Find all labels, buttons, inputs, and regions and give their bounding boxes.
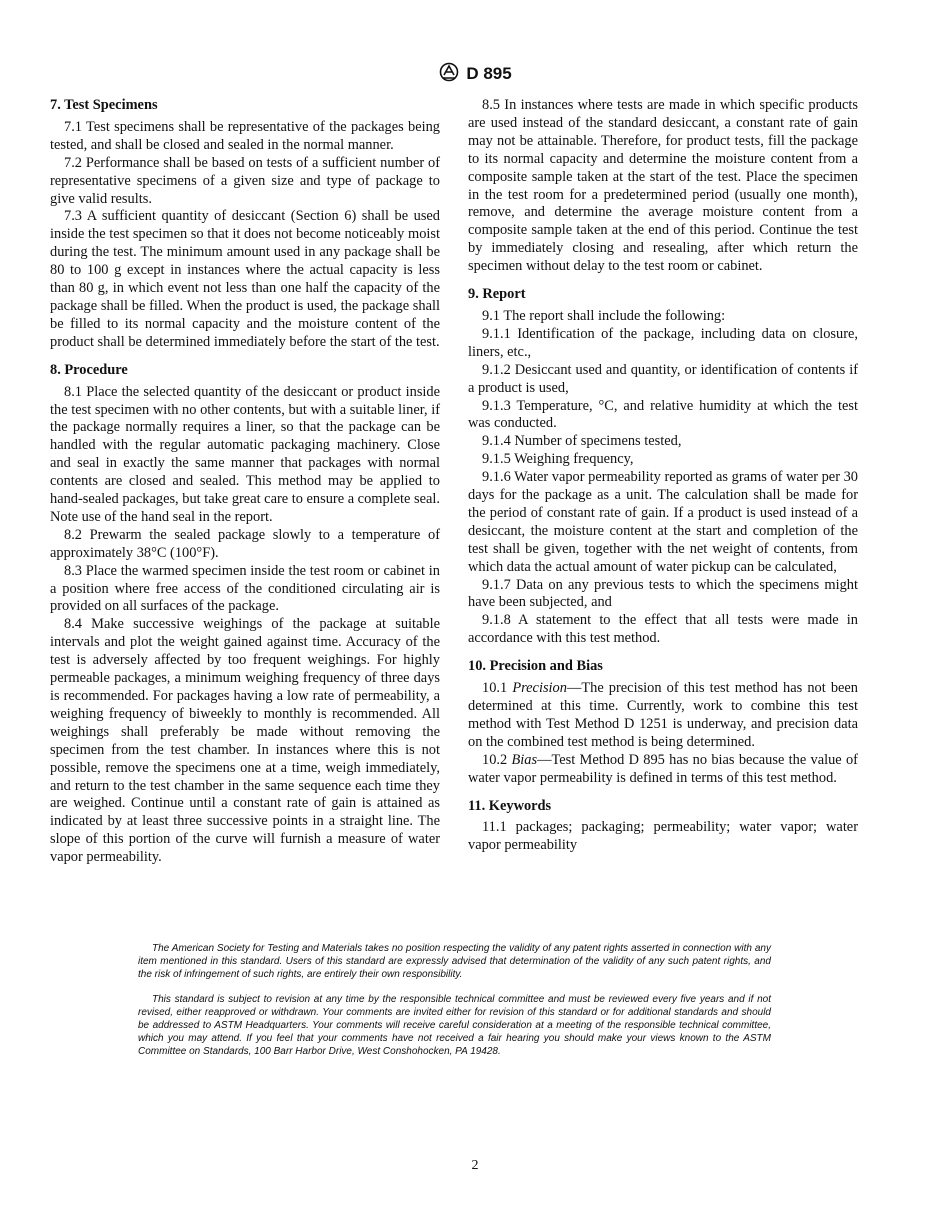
paragraph-7-1: 7.1 Test specimens shall be representative of the packages being tested, and shall be closed and sealed in the normal manner. [50, 118, 440, 153]
paragraph-8-1: 8.1 Place the selected quantity of the desiccant or product inside the test specimen with no other contents, but with a suitable liner, if the package normally requires a liner, so that the package can be handled with the regular automatic packaging machinery. Close and seal in exactly the same manner that packages with normal contents are closed and sealed. This method may be applied to hand-sealed packages, but take great care to ensure a complete seal. Note use of the hand seal in the report. [50, 383, 440, 525]
paragraph-8-2: 8.2 Prewarm the sealed package slowly to a temperature of approximately 38°C (100°F). [50, 526, 440, 561]
paragraph-10-2 [468, 752, 858, 788]
precision-term: Precision [512, 680, 567, 697]
section-7-heading: 7. Test Specimens [50, 97, 158, 113]
left-column [50, 97, 440, 867]
paragraph-8-5: 8.5 In instances where tests are made in which specific products are used instead of the standard desiccant, a constant rate of gain may not be attainable. Therefore, for product tests, fill the package to its normal capacity and determine the moisture content from a composite sample taken at the start of the test. Place the specimen in the test room for a predetermined period (usually one month), remove, and determine the average moisture content from a composite sample taken at the end of this period. Continue the test by immediately closing and resealing, after which return the specimen without delay to the test room or cabinet. [468, 97, 858, 275]
astm-logo-icon [438, 62, 460, 82]
paragraph-9-1-4: 9.1.4 Number of specimens tested, [482, 433, 682, 450]
paragraph-10-1-number: 10.1 [482, 680, 508, 697]
paragraph-10-2-text: —Test Method D 895 has no bias because the value of water vapor permeability is defined in terms of this test method. [468, 751, 858, 786]
paragraph-8-4: 8.4 Make successive weighings of the package at suitable intervals and plot the weight gained against time. Accuracy of the test is adversely affected by too frequent weighings. For highly permeable packages, a minimum weighing frequency of three days is recommended. For packages having a low rate of permeability, a weighing frequency of biweekly to monthly is recommended. All weighings shall preferably be made without removing the specimen from the test chamber. In instances where this is not possible, remove the specimens one at a time, weigh immediately, and return to the test chamber in the same sequence each time they are weighed. Continue until a constant rate of gain is attained as indicated by at least three successive points in a straight line. The slope of this portion of the curve will furnish a measure of water vapor permeability. [50, 616, 440, 866]
paragraph-7-3: 7.3 A sufficient quantity of desiccant (Section 6) shall be used inside the test specimen so that it does not become noticeably moist during the test. The minimum amount used in any package shall be 80 to 100 g except in instances where the actual capacity is less than 80 g, in which event not less than one half the capacity of the package shall be filled. When the product is used, the package shall be filled to its normal capacity and the moisture content of the product shall be determined immediately before the start of the test. [50, 208, 440, 350]
paragraph-10-1-text: —The precision of this test method has not been determined at this time. Currently, work to combine this test method with Test Method D 1251 is underway, and precision data on the combined test method is being determined. [468, 680, 858, 750]
section-11-heading: 11. Keywords [468, 797, 552, 814]
paragraph-10-1 [468, 680, 858, 752]
page-number: 2 [471, 1158, 479, 1173]
paragraph-9-1-6: 9.1.6 Water vapor permeability reported as grams of water per 30 days for the package as a unit. The calculation shall be made for the period of constant rate of gain. If a product is used instead of a desiccant, the moisture content at the start and completion of the test shall be given, together with the net weight of contents, from which data the actual amount of water pickup can be calculated, [468, 469, 858, 575]
paragraph-8-3: 8.3 Place the warmed specimen inside the test room or cabinet in a position where free access of the conditioned circulating air is provided on all surfaces of the package. [50, 562, 440, 615]
section-9-heading: 9. Report [468, 286, 526, 303]
paragraph-9-1-7: 9.1.7 Data on any previous tests to which the specimens might have been subjected, and [468, 576, 858, 611]
document-designation: D 895 [466, 64, 512, 83]
paragraph-11-1: 11.1 packages; packaging; permeability; water vapor; water vapor permeability [468, 819, 858, 854]
paragraph-9-1-1: 9.1.1 Identification of the package, including data on closure, liners, etc., [468, 325, 858, 360]
section-8-heading: 8. Procedure [50, 361, 128, 378]
footer-notice [138, 942, 771, 1070]
paragraph-7-2: 7.2 Performance shall be based on tests of a sufficient number of representative specimens of a given size and type of package to give valid results. [50, 154, 440, 207]
paragraph-9-1-8: 9.1.8 A statement to the effect that all tests were made in accordance with this test method. [468, 612, 858, 647]
patent-notice: The American Society for Testing and Materials takes no position respecting the validity of any patent rights asserted in connection with any item mentioned in this standard. Users of this standard are expressly advised that determination of the validity of any such patent rights, and the risk of infringement of such rights, are entirely their own responsibility. [138, 943, 771, 980]
right-column [468, 97, 858, 855]
bias-term: Bias [511, 751, 538, 768]
paragraph-10-2-number: 10.2 [482, 751, 508, 768]
paragraph-9-1-3: 9.1.3 Temperature, °C, and relative humidity at which the test was conducted. [468, 397, 858, 432]
section-10-heading: 10. Precision and Bias [468, 658, 603, 675]
page-header [0, 62, 950, 86]
revision-notice: This standard is subject to revision at any time by the responsible technical committee and must be reviewed every five years and if not revised, either reapproved or withdrawn. Your comments are invited either for revision of this standard or for additional standards and should be addressed to ASTM Headquarters. Your comments will receive careful consideration at a meeting of the responsible technical committee, which you may attend. If you feel that your comments have not received a fair hearing you should make your views known to the ASTM Committee on Standards, 100 Barr Harbor Drive, West Conshohocken, PA 19428. [138, 994, 771, 1057]
paragraph-9-1: 9.1 The report shall include the following: [482, 307, 726, 324]
paragraph-9-1-2: 9.1.2 Desiccant used and quantity, or identification of contents if a product is used, [468, 361, 858, 396]
paragraph-9-1-5: 9.1.5 Weighing frequency, [482, 451, 634, 468]
